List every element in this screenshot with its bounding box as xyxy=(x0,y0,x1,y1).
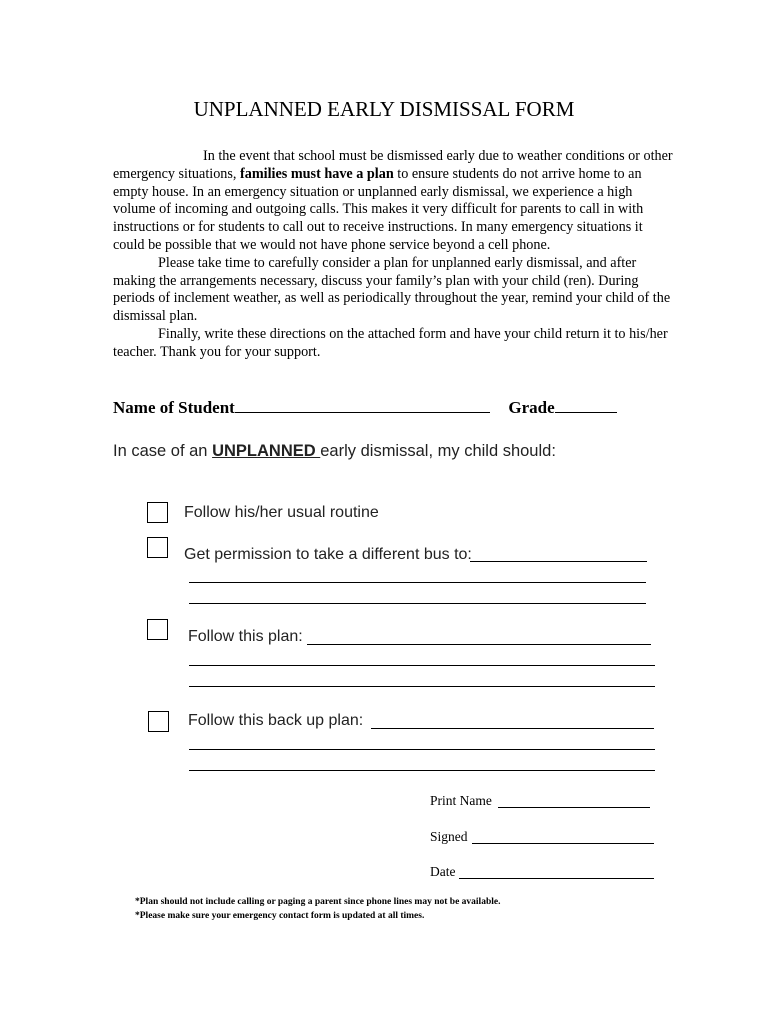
emphasis-text: families must have a plan xyxy=(240,165,394,182)
intro-text xyxy=(113,148,673,362)
bus-checkbox[interactable] xyxy=(147,537,168,558)
signed-field[interactable] xyxy=(472,843,654,844)
backup-checkbox[interactable] xyxy=(148,711,169,732)
student-row xyxy=(113,397,617,419)
date-label: Date xyxy=(430,864,456,879)
intro-paragraph-3: Finally, write these directions on the attached form and have your child return it to his/her teacher. Thank you for your support. xyxy=(113,325,668,360)
student-name-field[interactable] xyxy=(235,397,490,413)
grade-field[interactable] xyxy=(555,397,617,413)
backup-label: Follow this back up plan: xyxy=(188,712,364,729)
date-field[interactable] xyxy=(459,878,654,879)
signed-label: Signed xyxy=(430,829,468,844)
routine-checkbox[interactable] xyxy=(147,502,168,523)
print-name-field[interactable] xyxy=(498,807,650,808)
plan-extra-line-1[interactable] xyxy=(189,665,655,666)
form-title: UNPLANNED EARLY DISMISSAL FORM xyxy=(193,97,575,121)
routine-label: Follow his/her usual routine xyxy=(184,504,379,521)
intro-paragraph-1: In the event that school must be dismissed early due to weather conditions or other emergency situations, families must have a plan to ensure students do not arrive home to an empty house. In an emergency situation or unplanned early dismissal, we experience a high volume of incoming and outgoing calls. This makes it very difficult for parents to call in with instructions or for students to call out to receive instructions. In many emergency situations it could be possible that we would not have phone service beyond a cell phone. xyxy=(113,148,673,253)
bus-extra-line-2[interactable] xyxy=(189,603,646,604)
plan-field[interactable] xyxy=(307,644,651,645)
grade-label: Grade xyxy=(508,398,555,417)
unplanned-emphasis: UNPLANNED xyxy=(212,442,321,460)
bus-extra-line-1[interactable] xyxy=(189,582,646,583)
bus-label: Get permission to take a different bus to: xyxy=(184,546,472,563)
footnote-phone-lines: *Plan should not include calling or paging a parent since phone lines may not be available. xyxy=(135,897,501,907)
backup-extra-line-1[interactable] xyxy=(189,749,655,750)
backup-field[interactable] xyxy=(371,728,654,729)
instruction-line: In case of an UNPLANNED early dismissal, my child should: xyxy=(113,442,556,460)
plan-label: Follow this plan: xyxy=(188,628,303,645)
plan-checkbox[interactable] xyxy=(147,619,168,640)
bus-field[interactable] xyxy=(470,561,647,562)
footnote-contact-form: *Please make sure your emergency contact form is updated at all times. xyxy=(135,911,425,921)
intro-paragraph-2: Please take time to carefully consider a plan for unplanned early dismissal, and after making the arrangements necessary, discuss your family’s plan with your child (ren). During periods of inclement weather, as well as periodically throughout the year, remind your child of the dismissal plan. xyxy=(113,254,671,325)
backup-extra-line-2[interactable] xyxy=(189,770,655,771)
plan-extra-line-2[interactable] xyxy=(189,686,655,687)
student-name-label: Name of Student xyxy=(113,398,235,417)
print-name-label: Print Name xyxy=(430,793,492,808)
